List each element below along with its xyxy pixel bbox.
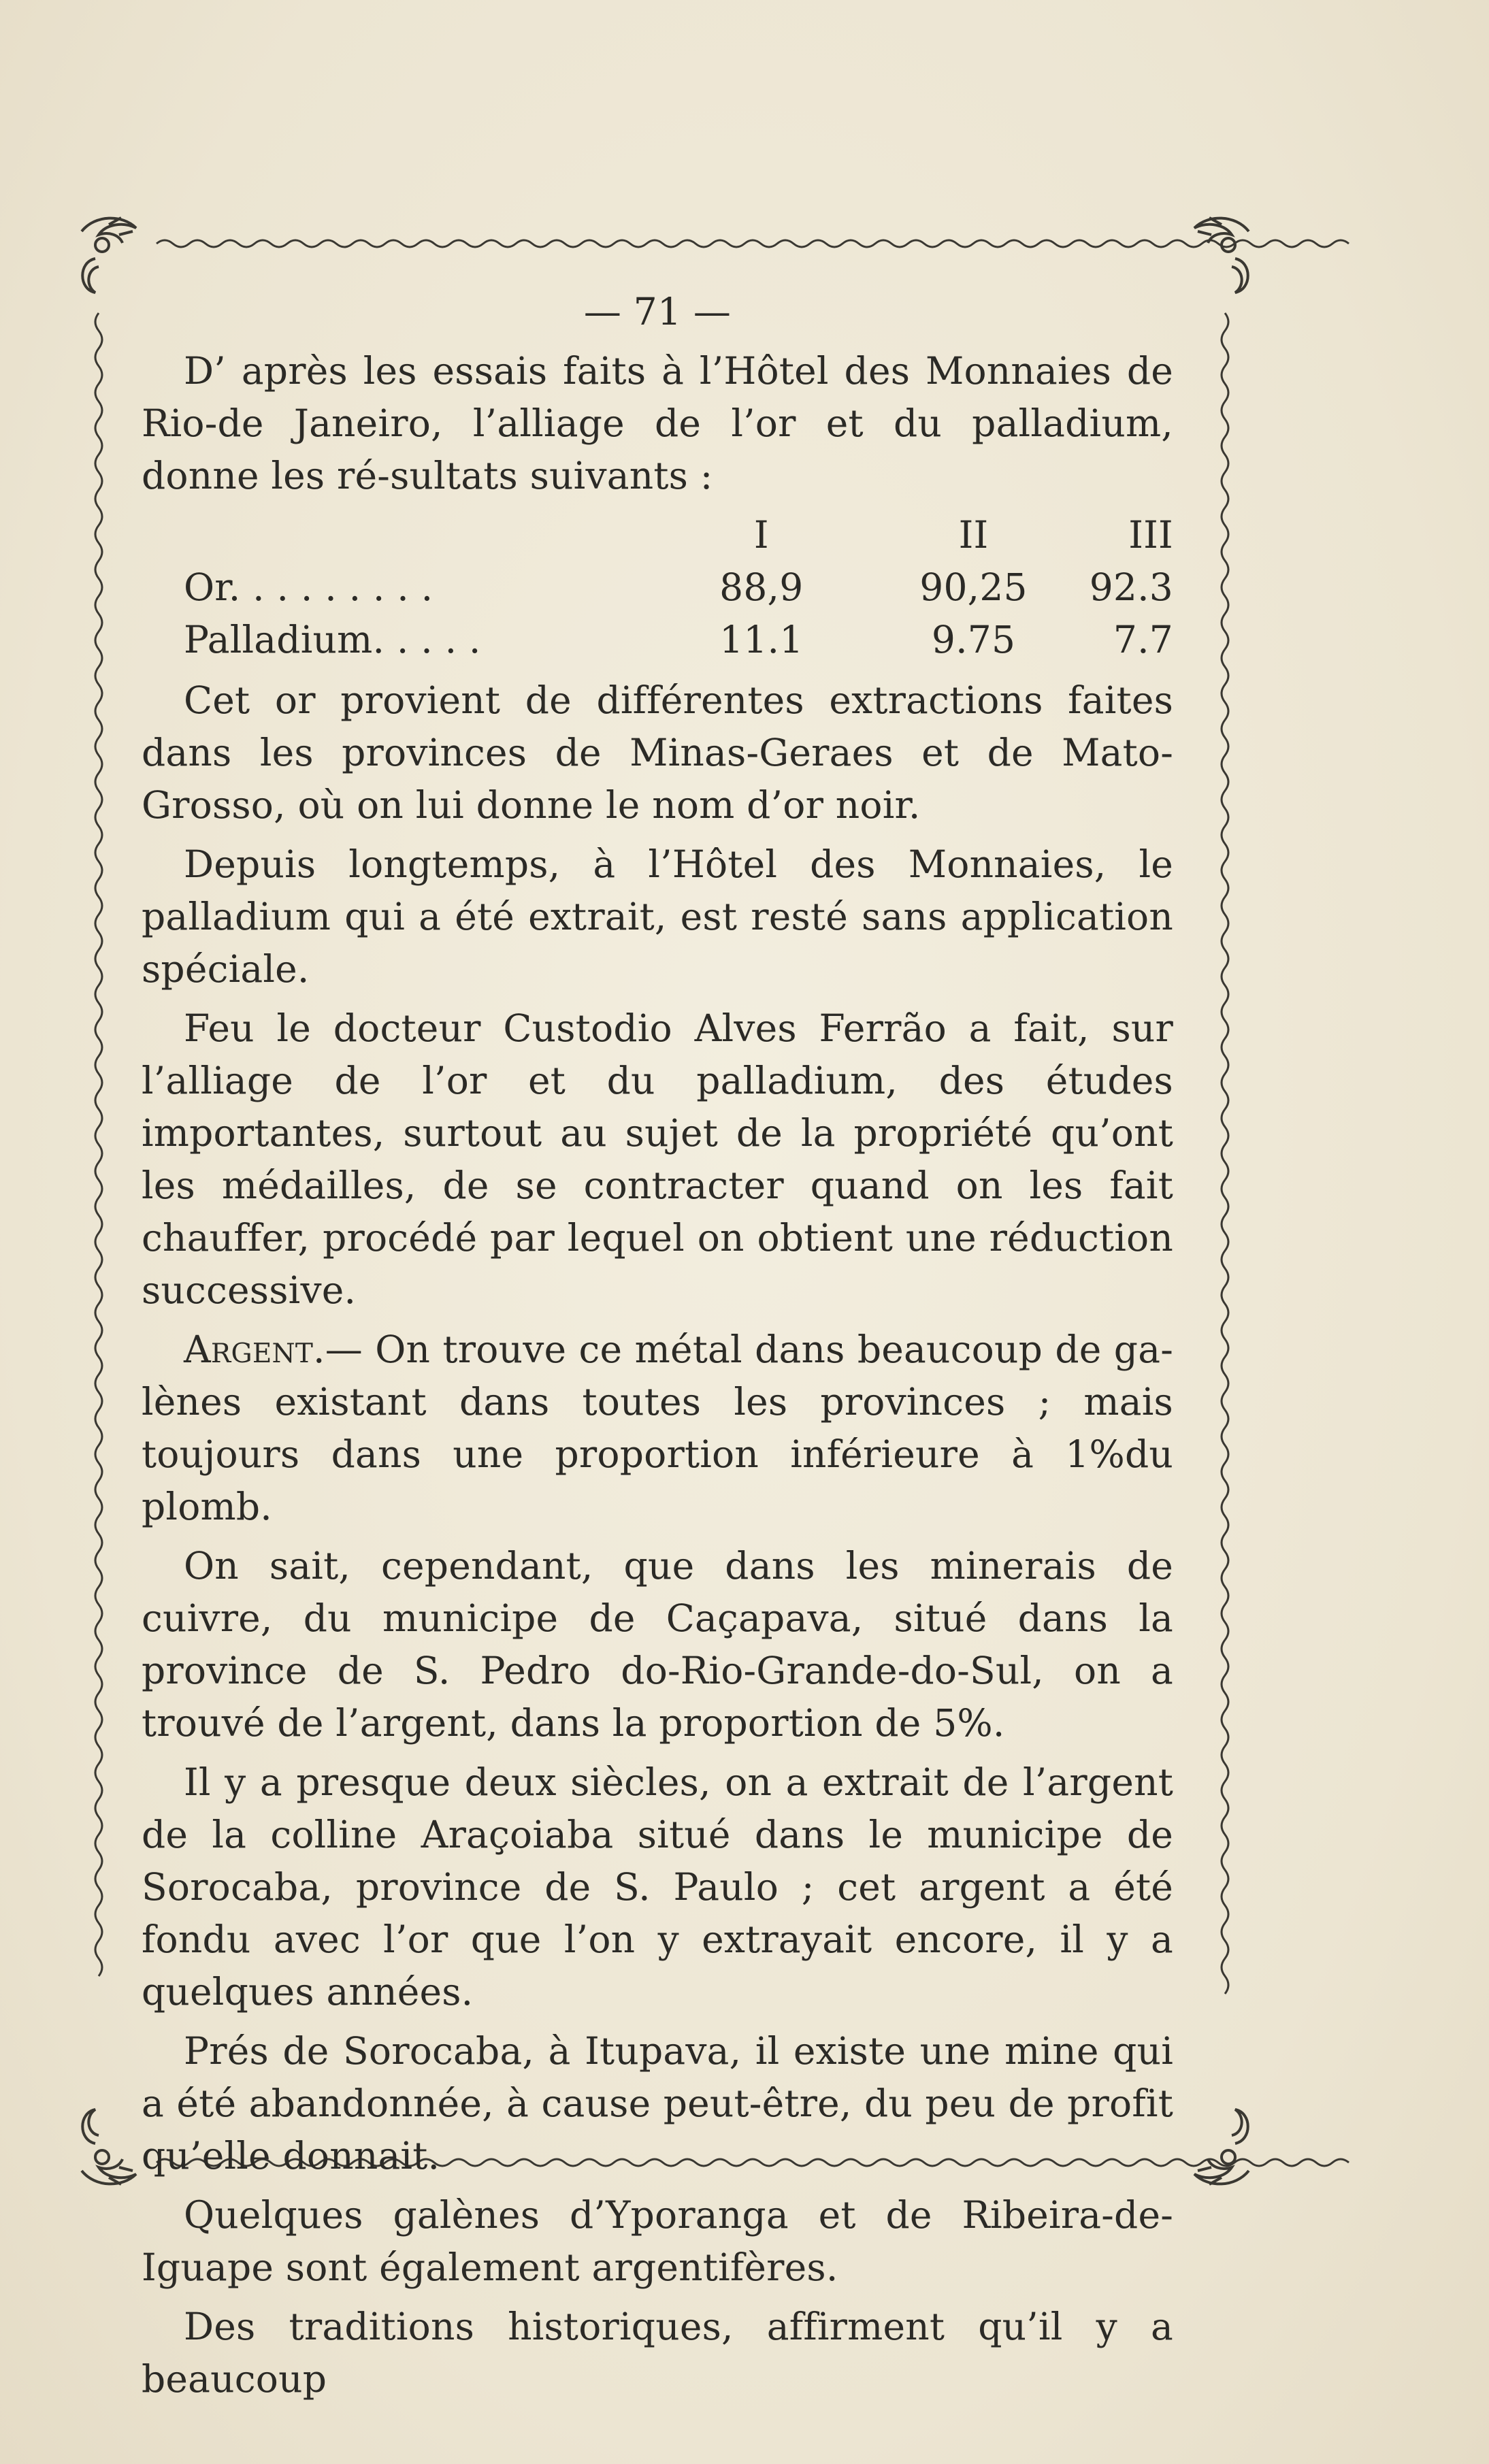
- corner-ornament-top-left: [82, 218, 136, 293]
- paragraph-ferrao: Feu le docteur Custodio Alves Ferrão a fait, sur l’alliage de l’or et du palladium, des études importantes, surtout au sujet de la propriété qu’ont les médailles, de se contracter quand on les fait chauffer, procédé par lequel on obtient une réduction successive.: [142, 1006, 1173, 1312]
- paragraph-itupava: Prés de Sorocaba, à Itupava, il existe une mine qui a été abandonnée, à cause peut-être, du peu de profit qu’elle donnait.: [142, 2029, 1173, 2178]
- table-header: II: [958, 513, 989, 557]
- paragraph-argent: [142, 1324, 1173, 1533]
- intro-paragraph: D’ après les essais faits à l’Hôtel des Monnaies de Rio-de Janeiro, l’alliage de l’or et du palladium, donne les ré-sultats suivants :: [142, 349, 1173, 497]
- table-row: [142, 614, 1173, 666]
- paragraph-palladium: Depuis longtemps, à l’Hôtel des Monnaies, le palladium qui a été extrait, est resté sans application spéciale.: [142, 842, 1173, 991]
- paragraph-cacapava: On sait, cependant, que dans les minerais de cuivre, du municipe de Caçapava, situé dans la province de S. Pedro do-Rio-Grande-do-Sul, on a trouvé de l’argent, dans la proportion de 5%.: [142, 1544, 1173, 1745]
- paragraph-aracoiaba: Il y a presque deux siècles, on a extrait de l’argent de la colline Araçoiaba situé dans le municipe de Sorocaba, province de S. Paulo ; cet argent a été fondu avec l’or que l’on y extrayait encore, il y a quelques années.: [142, 1760, 1173, 2014]
- table-cell: 88,9: [719, 565, 804, 609]
- table-cell: 92.3: [1089, 565, 1173, 609]
- table-cell: 9.75: [931, 618, 1016, 661]
- paragraph-argent-text: — On trouve ce métal dans beaucoup de ga-lènes existant dans toutes les provinces ; mais toujours dans une proportion inférieure à 1%du plomb.: [142, 1328, 1173, 1528]
- table-header-row: [142, 509, 1173, 561]
- left-border-line: [95, 313, 102, 1976]
- paragraph-yporanga: Quelques galènes d’Yporanga et de Ribeira-de-Iguape sont également argentifères.: [142, 2193, 1173, 2289]
- table-cell: 90,25: [919, 565, 1028, 609]
- table-cell: 7.7: [1113, 618, 1173, 661]
- alloy-table: [142, 509, 1173, 666]
- row-label: Palladium. . . . .: [184, 618, 481, 661]
- section-heading-argent: Argent.: [184, 1328, 325, 1371]
- right-border-line: [1222, 313, 1228, 1994]
- paragraph-traditions: Des traditions historiques, affirment qu’il y a beaucoup: [142, 2305, 1173, 2401]
- row-label: Or. . . . . . . . .: [184, 565, 433, 609]
- paragraph-or-noir: Cet or provient de différentes extractions faites dans les provinces de Minas-Geraes et de Mato-Grosso, où on lui donne le nom d’or noir.: [142, 678, 1173, 827]
- page-number: — 71 —: [583, 290, 732, 333]
- corner-ornament-bottom-right: [1194, 2109, 1249, 2184]
- corner-ornament-bottom-left: [82, 2109, 136, 2184]
- corner-ornament-top-right: [1194, 218, 1249, 293]
- table-header: I: [753, 513, 769, 557]
- table-header: III: [1128, 513, 1173, 557]
- table-cell: 11.1: [719, 618, 804, 661]
- page-text: [142, 286, 1173, 2412]
- table-row: [142, 561, 1173, 614]
- top-border-line: [157, 240, 1349, 247]
